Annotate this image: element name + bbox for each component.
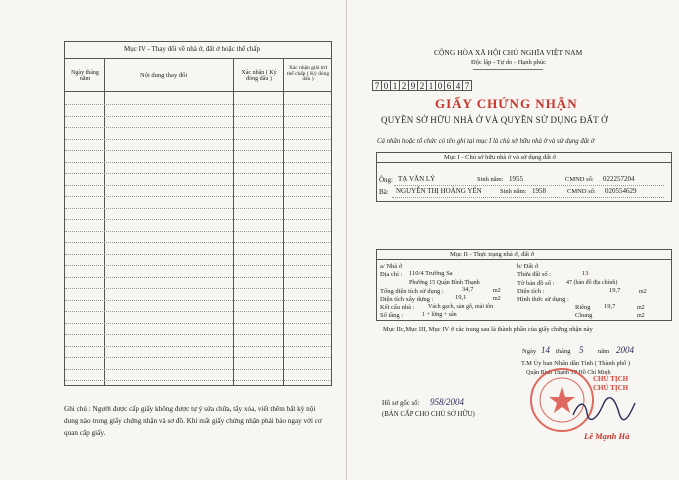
address-line2: Phường 15 Quận Bình Thạnh — [409, 280, 480, 286]
col-divider — [104, 58, 105, 386]
ruled-line — [65, 162, 331, 163]
section2-title: Mục II - Thực trạng nhà ở, đất ở — [450, 251, 535, 258]
ruled-line — [65, 231, 331, 232]
ruled-line — [65, 173, 331, 174]
floors-label: Số tầng : — [380, 312, 404, 319]
ruled-line — [65, 127, 331, 128]
floors: 1 + lửng + sân — [422, 312, 457, 318]
ruled-line — [65, 323, 331, 324]
structure: Vách gạch, sàn gỗ, mái tôn — [428, 304, 494, 310]
col-header-content: Nội dung thay đổi — [140, 72, 188, 79]
section1-title: Mục I - Chủ sở hữu nhà ở và sử dụng đất ở — [444, 154, 556, 161]
copy-note: (BẢN CẤP CHO CHỦ SỞ HỮU) — [382, 411, 475, 418]
registry-number: 958/2004 — [430, 397, 465, 407]
signer-title1: CHỦ TỊCH — [593, 375, 629, 383]
owner2-id-label: CMND số: — [567, 188, 596, 195]
signer-title2: CHỦ TỊCH — [593, 384, 629, 392]
shared-unit: m2 — [637, 313, 645, 319]
note-line-1: Ghi chú : Người được cấp giấy không được tự ý sửa chữa, tẩy xóa, viết thêm bất kỳ nội — [64, 405, 316, 413]
map-label: Tờ bản đồ số : — [517, 280, 555, 287]
serial-digit: 2 — [399, 80, 409, 91]
owner1-birth-label: Sinh năm: — [477, 176, 504, 183]
right-page — [347, 0, 679, 480]
build-area-unit: m2 — [493, 296, 501, 302]
ruled-line — [65, 300, 331, 301]
col-divider — [233, 58, 234, 386]
serial-digit: 7 — [462, 80, 472, 91]
ruled-line — [65, 219, 331, 220]
ruled-line — [65, 242, 331, 243]
ruled-line — [65, 380, 331, 381]
section4-title: Mục IV - Thay đổi về nhà ở, đất ở hoặc thế chấp — [124, 45, 261, 53]
date-month-label: tháng — [556, 348, 571, 355]
date-year-label: năm — [598, 348, 610, 355]
date-day-label: Ngày — [522, 348, 537, 355]
total-area-label: Tổng diện tích sử dụng : — [380, 288, 444, 295]
signature-scribble — [569, 395, 639, 423]
serial-number — [372, 80, 471, 91]
ruled-line — [65, 116, 331, 117]
sections-note: Mục IIc,Mục III, Mục IV ở các trang sau là thành phần của giấy chứng nhận này — [383, 326, 593, 333]
house-label: a/ Nhà ở — [380, 263, 403, 270]
col-header-confirm-mortgage: Xác nhận giải trừ thế chấp ( Ký đóng dấu ) — [286, 65, 330, 82]
signature-name: Lê Mạnh Hà — [584, 431, 630, 441]
address-line1: 110/4 Trường Sa — [409, 270, 453, 277]
ruled-line — [65, 104, 331, 105]
plot-label: Thửa đất số : — [517, 271, 552, 278]
note-line-2: dung nào trong giấy chứng nhận và sơ đồ. Khi mất giấy chứng nhận phải báo ngay với cơ — [64, 417, 322, 425]
serial-digit: 0 — [435, 80, 445, 91]
serial-digit: 4 — [453, 80, 463, 91]
serial-digit: 1 — [390, 80, 400, 91]
total-area-unit: m2 — [493, 288, 501, 294]
signer-line2: Quận Bình Thạnh TP Hồ Chí Minh — [526, 370, 611, 376]
owner2-id: 020554629 — [605, 187, 637, 195]
ruled-line — [65, 346, 331, 347]
map: 47 (bản đồ địa chính) — [566, 280, 618, 286]
serial-digit: 7 — [372, 80, 382, 91]
section1-divider — [376, 162, 672, 163]
nation-heading: CỘNG HÒA XÃ HỘI CHỦ NGHĨA VIỆT NAM — [434, 48, 583, 57]
owner2-birth: 1958 — [532, 187, 546, 195]
serial-digit: 0 — [381, 80, 391, 91]
date-year: 2004 — [616, 345, 634, 355]
private-label: Riêng — [575, 304, 591, 311]
plot: 13 — [582, 270, 589, 277]
date-day: 14 — [541, 345, 550, 355]
ruled-line — [65, 208, 331, 209]
owner1-id: 022257204 — [603, 175, 635, 183]
owner2-dotline — [392, 197, 664, 198]
owner1-label: Ông: — [379, 176, 393, 184]
address-label: Địa chỉ : — [380, 271, 403, 278]
registry-label: Hồ sơ gốc số: — [382, 400, 420, 407]
private-area: 19,7 — [604, 303, 616, 310]
ruled-line — [65, 334, 331, 335]
col-header-confirm: Xác nhận ( Ký đóng dấu ) — [241, 70, 277, 82]
col-divider — [283, 58, 284, 386]
ruled-line — [65, 277, 331, 278]
shared-label: Chung — [575, 312, 593, 319]
ruled-line — [65, 357, 331, 358]
serial-digit: 9 — [408, 80, 418, 91]
note-line-3: quan cấp giấy. — [64, 429, 106, 437]
land-label: b/ Đất ở — [517, 263, 539, 270]
owner1-birth: 1955 — [509, 175, 523, 183]
land-area: 19,7 — [609, 287, 621, 294]
private-unit: m2 — [637, 305, 645, 311]
section2-divider — [376, 259, 672, 260]
land-area-unit: m2 — [639, 289, 647, 295]
col-header-date: Ngày tháng năm — [71, 70, 99, 82]
ruled-line — [65, 139, 331, 140]
signer-line1: T.M Ủy ban Nhân dân Tỉnh ( Thành phố ) — [521, 360, 631, 367]
ruled-line — [65, 254, 331, 255]
ruled-line — [65, 311, 331, 312]
motto-underline — [473, 69, 543, 70]
owner2-label: Bà: — [379, 188, 389, 196]
doc-title: GIẤY CHỨNG NHẬN — [435, 96, 578, 111]
owner1-id-label: CMND số: — [565, 176, 594, 183]
serial-digit: 6 — [444, 80, 454, 91]
owner1-dotline — [394, 185, 664, 186]
intro-line: Cá nhân hoặc tổ chức có tên ghi tại mục I là chủ sở hữu nhà ở và sử dụng đất ở — [377, 138, 595, 145]
owner2-name: NGUYỄN THỊ HOÀNG YẾN — [396, 187, 482, 195]
ruled-line — [65, 196, 331, 197]
serial-digit: 2 — [417, 80, 427, 91]
build-area-label: Diện tích xây dựng : — [380, 296, 434, 303]
total-area: 34,7 — [462, 286, 474, 293]
ruled-line — [65, 185, 331, 186]
owner2-birth-label: Sinh năm: — [500, 188, 527, 195]
motto: Độc lập - Tự do - Hạnh phúc — [471, 59, 547, 66]
build-area: 19,1 — [455, 294, 467, 301]
owner1-name: TẠ VĂN LÝ — [398, 175, 436, 183]
date-month: 5 — [579, 345, 584, 355]
land-area-label: Diện tích : — [517, 288, 545, 295]
structure-label: Kết cấu nhà : — [380, 304, 415, 311]
ruled-line — [65, 369, 331, 370]
doc-subtitle: QUYỀN SỞ HỮU NHÀ Ở VÀ QUYỀN SỬ DỤNG ĐẤT Ở — [381, 115, 608, 125]
ruled-line — [65, 150, 331, 151]
serial-digit: 1 — [426, 80, 436, 91]
usage-label: Hình thức sử dụng : — [517, 296, 569, 303]
ruled-line — [65, 265, 331, 266]
ruled-line — [65, 288, 331, 289]
